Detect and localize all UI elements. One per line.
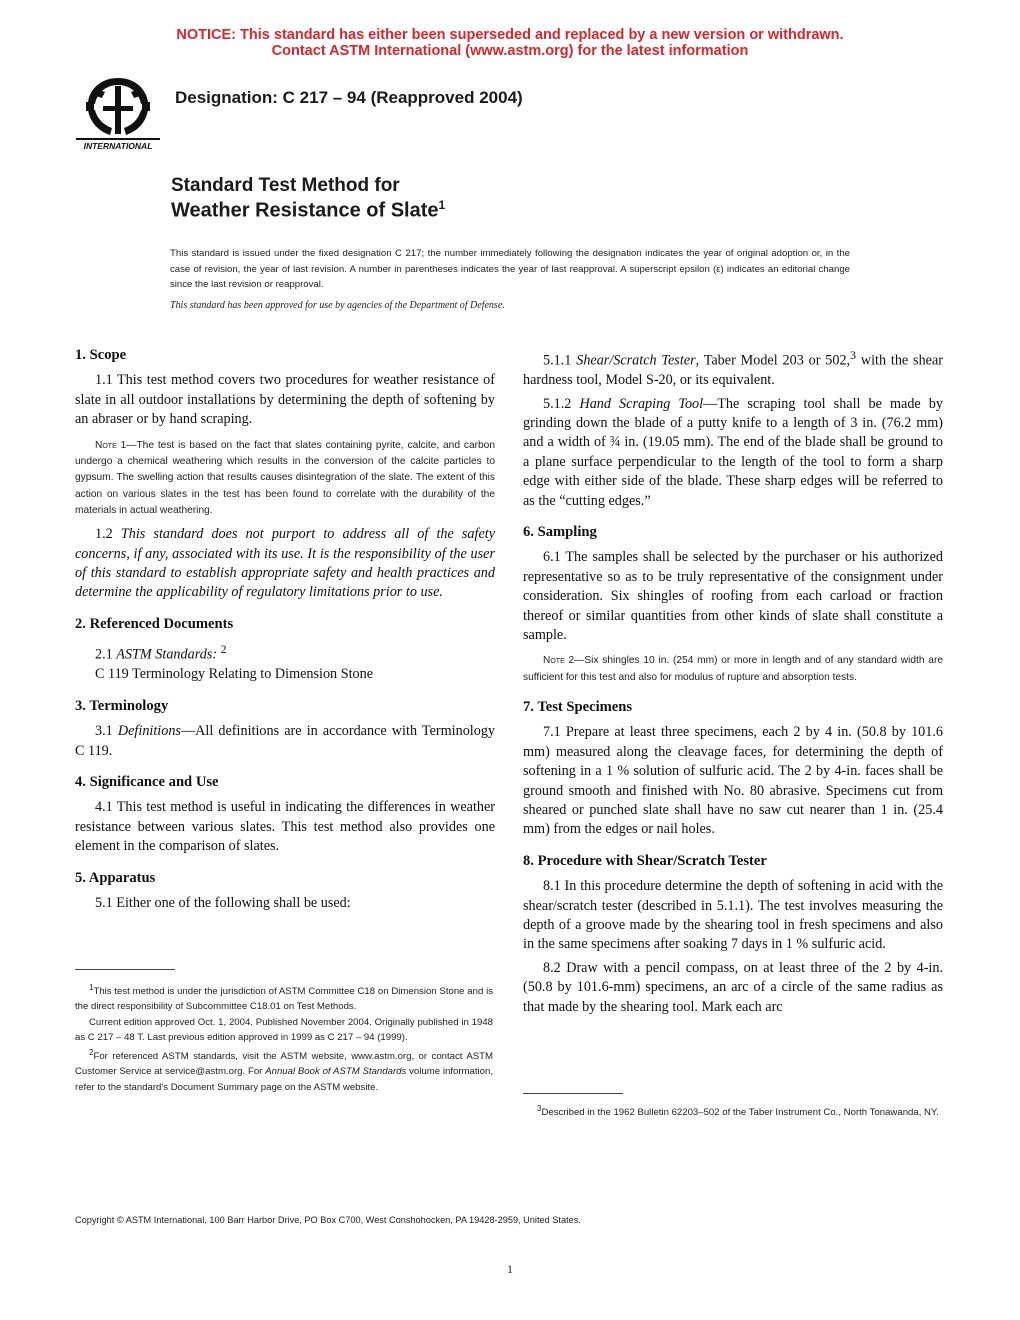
section-1-2-text: This standard does not purport to address all of the safety concerns, if any, associated with its use. It is the responsibility of the user of this standard to establish appropriate safety and health practices and determine the applicability of regulatory limitations prior to use. [75, 526, 495, 601]
footnote-rule-left [75, 969, 175, 970]
section-2-heading: 2. Referenced Documents [75, 615, 234, 632]
withdrawal-notice [0, 27, 1020, 59]
note-1-label: Note 1 [95, 439, 127, 451]
note-2-text: —Six shingles 10 in. (254 mm) or more in length and of any standard width are sufficient for this test and also for modulus of rupture and absorption tests. [523, 655, 944, 683]
section-4-1: 4.1 This test method is useful in indicating the differences in weather resistance between various slates. This test method also provides one element in the comparison of slates. [75, 799, 495, 855]
section-5-1-1-term: Shear/Scratch Tester [576, 352, 696, 369]
section-5-1-2-term: Hand Scraping Tool [579, 395, 704, 412]
section-8-2: 8.2 Draw with a pencil compass, on at least three of the 2 by 4-in. (50.8 by 101.6-mm) specimens, an arc of a circle of the same radius as that made by the shearing tool. Mark each arc [523, 959, 943, 1015]
section-5-1-1-footnote-ref: 3 [850, 348, 857, 362]
logo-text: INTERNATIONAL [83, 141, 153, 151]
section-3-heading: 3. Terminology [75, 697, 169, 714]
title-footnote-ref: 1 [438, 198, 446, 212]
section-3-1-term: Definitions [117, 723, 181, 740]
section-6-heading: 6. Sampling [523, 523, 597, 540]
footnotes-right [523, 1101, 943, 1120]
section-3-1 [75, 722, 495, 761]
footnote-1-marker: 1 [89, 983, 94, 992]
footnote-2 [75, 1045, 493, 1095]
notice-line-1: NOTICE: This standard has either been superseded and replaced by a new version or withdrawn. [176, 27, 844, 43]
section-8-1: 8.1 In this procedure determine the depth of softening in acid with the shear/scratch tester (described in 5.1.1). The test involves measuring the depth of a groove made by the shearing tool in fresh specimens and also in the same specimens after soaking 7 days in 1 % sulfuric acid. [523, 878, 943, 953]
footnote-rule-right [523, 1093, 623, 1094]
title-text: Weather Resistance of Slate [171, 199, 439, 222]
footnote-1 [75, 980, 493, 1015]
astm-logo-icon [72, 76, 164, 154]
section-5-1-1 [523, 346, 943, 391]
intro-paragraph: This standard is issued under the fixed designation C 217; the number immediately following the designation indicates the year of original adoption or, in the case of revision, the year of last revision. A number in parentheses indicates the year of last reapproval. A superscript epsilon (ε) indicates an editorial change since the last revision or reapproval. [170, 248, 850, 290]
note-2-label: Note 2 [543, 655, 575, 667]
notice-line-2: Contact ASTM International (www.astm.org) for the latest information [271, 43, 749, 59]
section-2-1-footnote-ref: 2 [220, 642, 227, 657]
section-1-2 [75, 525, 495, 603]
section-7-heading: 7. Test Specimens [523, 699, 633, 716]
title-line-2 [171, 198, 445, 223]
footnote-2-italic: Annual Book of ASTM Standards [265, 1066, 407, 1078]
section-5-1-2 [523, 395, 943, 511]
footnote-3-marker: 3 [537, 1104, 542, 1113]
section-6-1: 6.1 The samples shall be selected by the purchaser or his authorized representative so as to be truly representative of the consignment under consideration. Six shingles of roofing from each carload or fraction thereof or similar quantities from other kinds of slate shall constitute a sample. [523, 549, 943, 644]
note-1 [75, 438, 495, 519]
section-3-1-number: 3.1 [95, 723, 118, 740]
section-8-heading: 8. Procedure with Shear/Scratch Tester [523, 852, 767, 869]
section-4-heading: 4. Significance and Use [75, 773, 219, 790]
footnote-3-text: Described in the 1962 Bulletin 62203–502 of the Taber Instrument Co., North Tonawanda, NY. [541, 1107, 939, 1119]
section-5-1-1-text: , Taber Model 203 or 502, [695, 352, 851, 369]
footnotes-left [75, 980, 493, 1095]
section-5-1-2-text: —The scraping tool shall be made by grinding down the blade of a putty knife to a length of 3 in. (76.2 mm) and a width of ¾ in. (19.05 mm). The end of the blade shall be ground to a plane surface perpendicular to the length of the tool to form a sharp edge with either side of the blade. These sharp edges will be referred to as the “cutting edges.” [523, 395, 943, 509]
section-1-1: 1.1 This test method covers two procedures for weather resistance of slate in all outdoor installations by determining the depth of softening by an abraser or by hand scraping. [75, 372, 495, 428]
section-5-1: 5.1 Either one of the following shall be used: [95, 894, 351, 911]
page-number: 1 [507, 1262, 513, 1276]
section-1-heading: 1. Scope [75, 347, 127, 363]
footnote-2-marker: 2 [89, 1048, 94, 1057]
section-3-1-text: —All definitions are in accordance with Terminology C 119. [75, 723, 496, 759]
astm-international-logo [72, 76, 164, 154]
note-1-text: —The test is based on the fact that slates containing pyrite, calcite, and carbon undergo a chemical weathering which results in the conversion of the calcite particles to gypsum. The swelling action that results causes disintegration of the slate. The extent of this action on various slates in the test has been found to correlate with the durability of the materials in actual weathering. [75, 439, 495, 516]
designation: Designation: C 217 – 94 (Reapproved 2004) [175, 88, 523, 107]
section-2-1-number: 2.1 [95, 646, 117, 663]
footnote-2-text-b: volume information, refer to the standard's Document Summary page on the ASTM website. [75, 1066, 493, 1093]
section-5-1-1-tail: with the shear hardness tool, Model S-20, or its equivalent. [523, 352, 943, 389]
section-5-heading: 5. Apparatus [75, 869, 156, 886]
copyright-line: Copyright © ASTM International, 100 Barr Harbor Drive, PO Box C700, West Conshohocken, PA 19428-2959, United States. [75, 1215, 581, 1225]
section-2-1 [75, 640, 495, 665]
footnote-2-text-a: For referenced ASTM standards, visit the ASTM website, www.astm.org, or contact ASTM Customer Service at service@astm.org. For [75, 1051, 493, 1078]
footnote-1-edition: Current edition approved Oct. 1, 2004. Published November 2004. Originally published in 1948 as C 217 – 48 T. Last previous edition approved in 1999 as C 217 – 94 (1999). [75, 1016, 493, 1043]
section-2-1-text: ASTM Standards: [116, 646, 218, 663]
reference-c119: C 119 Terminology Relating to Dimension Stone [95, 666, 374, 683]
note-2 [523, 653, 943, 686]
section-5-1-1-number: 5.1.1 [543, 352, 577, 369]
footnote-3 [523, 1101, 943, 1120]
section-5-1-2-number: 5.1.2 [543, 395, 580, 412]
section-1-2-number: 1.2 [95, 526, 121, 543]
left-column [75, 346, 495, 917]
title-line-1: Standard Test Method for [171, 175, 400, 196]
footnote-1-text: This test method is under the jurisdiction of ASTM Committee C18 on Dimension Stone and is the direct responsibility of Subcommittee C18.01 on Test Methods. [75, 986, 493, 1013]
section-7-1: 7.1 Prepare at least three specimens, each 2 by 4 in. (50.8 by 101.6 mm) measured along the cleavage faces, for determining the depth of softening in a 1 % solution of sulfuric acid. The 2 by 4-in. faces shall be ground smooth and finished with No. 80 abrasive. Specimens cut from sheared or punched slate shall have no saw cut nearer than 1 in. (25.4 mm) from the edges or nail holes. [523, 724, 943, 838]
right-column [523, 346, 943, 1021]
dod-approval: This standard has been approved for use by agencies of the Department of Defense. [170, 300, 505, 311]
